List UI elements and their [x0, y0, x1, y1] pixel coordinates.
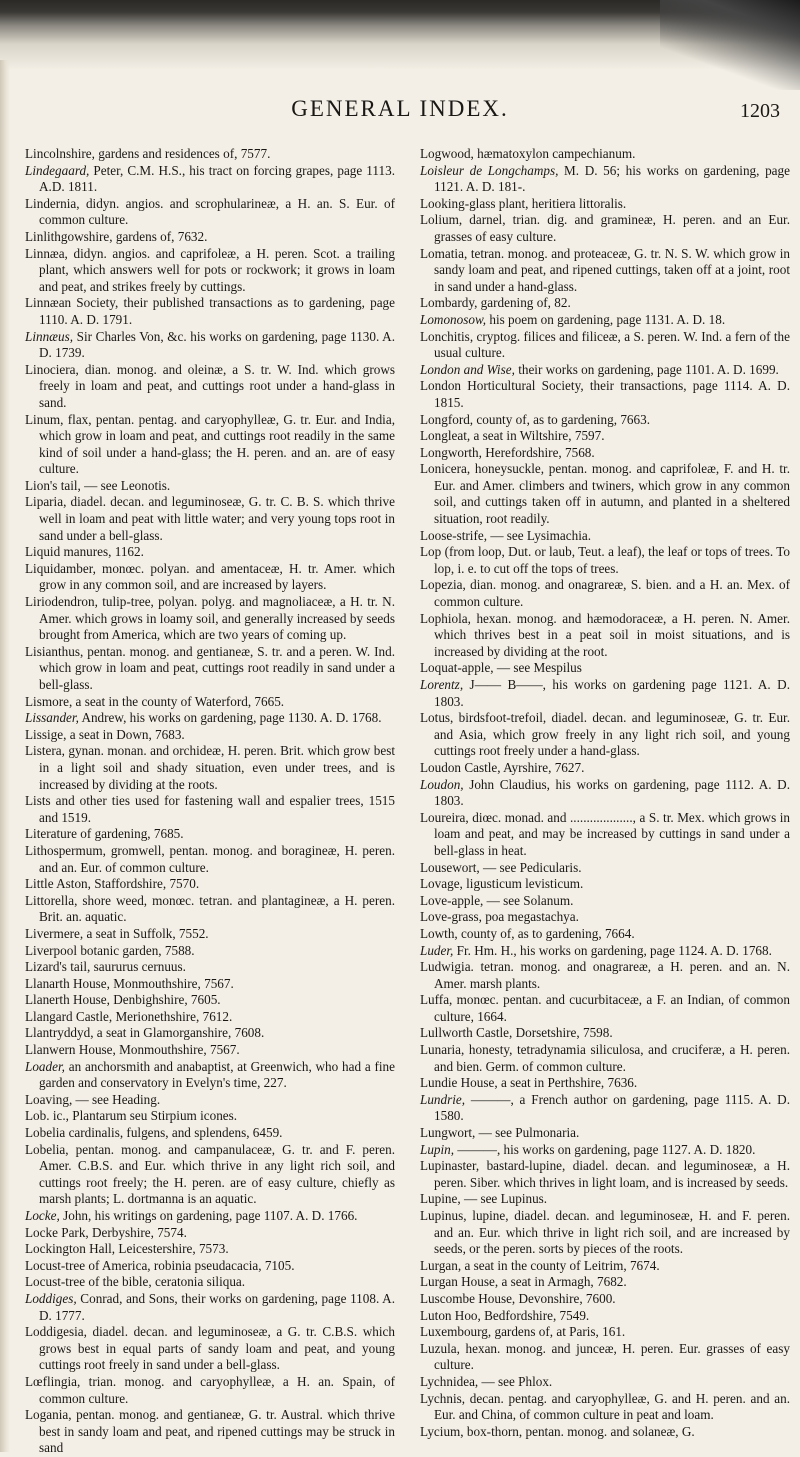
index-entry-heading: Logwood, — [420, 146, 474, 161]
index-entry — [420, 246, 790, 296]
index-entry — [420, 677, 790, 710]
index-entry-text: honeysuckle, pentan. monog. and caprifoleæ, F. and H. tr. Eur. and Amer. climbers and twiners, which grow in any common soil, and cuttings taken off in autumn, and planted in a sheltered situation, root readily. — [434, 461, 790, 527]
index-entry-text: Leicestershire, 7573. — [115, 1241, 229, 1257]
index-entry-heading: Little Aston, — [25, 876, 91, 892]
index-entry — [420, 1208, 790, 1258]
index-entry — [25, 1407, 395, 1457]
binding-shadow — [0, 60, 10, 1452]
index-entry — [25, 1025, 395, 1042]
index-entry — [420, 1424, 790, 1441]
index-entry-heading: Lupinaster, — [420, 1158, 480, 1174]
index-entry-text: botanic garden, 7588. — [77, 942, 195, 958]
index-entry — [25, 1291, 395, 1324]
page-header — [0, 96, 800, 132]
index-entry — [25, 1108, 395, 1125]
index-entry — [420, 544, 790, 577]
index-entry — [420, 445, 790, 462]
index-entry-text: diœc. monad. and ..................., a S. tr. Mex. which grows in loam and peat, and may be increased by cuttings in sand under a bell-glass in heat. — [434, 809, 790, 858]
index-entry — [25, 644, 395, 694]
index-entry-heading: Linociera, — [25, 361, 79, 377]
index-entry-heading: Lunaria, — [420, 1042, 465, 1058]
index-entry-text: poa megastachya. — [481, 909, 579, 925]
index-entry-heading: Loddiges, — [25, 1290, 77, 1306]
index-entry — [420, 943, 790, 960]
index-entry-heading: Liparia, — [25, 494, 67, 510]
index-entry-heading: London and Wise, — [420, 361, 515, 377]
index-entry-heading: Lists and other ties — [25, 793, 131, 809]
index-entry — [25, 246, 395, 296]
index-entry-heading: Llantryddyd, — [25, 1025, 94, 1041]
index-entry — [420, 777, 790, 810]
index-entry — [420, 1341, 790, 1374]
index-entry — [420, 611, 790, 661]
index-entry-text: a seat in Down, 7683. — [66, 726, 185, 742]
index-entry-text: hexan. monog. and hæmodoraceæ, a H. peren. N. Amer. which thrives best in a peat soil in moist situations, and is increased by dividing at the root. — [434, 610, 790, 659]
index-entry — [420, 1042, 790, 1075]
index-entry-text: J—— B——, his works on gardening page 1121. A. D. 1803. — [434, 677, 790, 709]
index-entry-heading: Loose-strife, — [420, 527, 488, 543]
index-entry-text: trian. monog. and caryophylleæ, a H. an. Spain, of common culture. — [39, 1373, 395, 1406]
page-number: 1203 — [740, 100, 780, 122]
index-entry-heading: Llangard Castle, — [25, 1008, 113, 1024]
index-entry-text: ic., Plantarum seu Stirpium icones. — [49, 1108, 238, 1124]
index-entry-text: Merionethshire, 7612. — [112, 1008, 233, 1024]
index-entry-heading: Lorentz, — [420, 677, 464, 692]
index-entry-text: tetran. monog. and proteaceæ, G. tr. N. S. W. which grow in sandy loam and peat, and ripened cuttings, taken off at a joint, root in sand under a hand-glass. — [434, 245, 790, 294]
index-entry-heading: Lisianthus, — [25, 643, 84, 659]
index-entry-heading: Lotus, — [420, 710, 454, 726]
index-entry-heading: Linnæus, — [25, 328, 74, 344]
index-entry — [25, 710, 395, 727]
index-entry — [420, 329, 790, 362]
index-entry-text: Bedfordshire, 7549. — [480, 1307, 590, 1323]
index-entry-text: of the bible, ceratonia siliqua. — [85, 1274, 246, 1290]
index-entry — [25, 146, 395, 163]
index-entry-heading: Lupinus, — [420, 1208, 467, 1223]
index-entry-heading: Lurgan, — [420, 1257, 462, 1273]
index-entry-text: cryptog. filices and filiceæ, a S. peren. W. Ind. a fern of the usual culture. — [434, 328, 790, 361]
index-entry-text: Monmouthshire, 7567. — [109, 975, 234, 991]
index-entry-text: dian. monog. and oleinæ, a S. tr. W. Ind. which grows freely in loam and peat, and cuttings root under a hand-glass in sand. — [39, 361, 395, 410]
index-entry — [420, 710, 790, 760]
index-entry-heading: Lychnis, — [420, 1390, 466, 1406]
index-entry-heading: Llanerth House, — [25, 992, 110, 1008]
index-entry — [420, 212, 790, 245]
index-entry-heading: Loudon Castle, — [420, 759, 501, 775]
index-entry-heading: Livermere, — [25, 925, 84, 941]
index-entry-text: diadel. decan. and leguminoseæ, G. tr. C. B. S. which thrive well in loam and peat with little water; and very young tops root in sand under a bell-glass. — [39, 494, 395, 543]
index-entry-text: Monmouthshire, 7567. — [115, 1042, 240, 1058]
index-entry-heading: Loudon, — [420, 776, 464, 792]
index-entry-heading: Linlithgowshire, — [25, 228, 113, 244]
index-entry — [420, 312, 790, 329]
index-entry-heading: Liquidamber, — [25, 560, 96, 576]
index-entry-text: gardens of, at Paris, 161. — [491, 1324, 626, 1340]
index-entry — [25, 1324, 395, 1374]
index-entry-text: — see Solanum. — [483, 892, 574, 908]
index-entry-text: dian. monog. and onagrareæ, S. bien. and a H. an. Mex. of common culture. — [434, 577, 790, 610]
index-entry-text: Herefordshire, 7568. — [481, 444, 595, 460]
index-entry — [420, 577, 790, 610]
index-columns — [25, 146, 791, 1456]
index-entry-text: hexan. monog. and junceæ, H. peren. Eur. grasses of easy culture. — [434, 1340, 790, 1373]
index-entry-heading: Lychnidea, — [420, 1373, 479, 1389]
index-entry-text: — see Phlox. — [478, 1373, 553, 1389]
index-entry-text: Derbyshire, 7574. — [88, 1224, 187, 1240]
index-entry-heading: Luxembourg, — [420, 1324, 492, 1340]
index-entry — [25, 494, 395, 544]
index-entry — [25, 295, 395, 328]
index-entry — [25, 163, 395, 196]
index-entry — [25, 478, 395, 495]
index-entry-heading: Liriodendron, — [25, 594, 98, 610]
index-entry-heading: Lomonosow, — [420, 311, 487, 327]
index-entry-heading: Littorella, — [25, 892, 78, 908]
index-entry — [25, 229, 395, 246]
index-entry-heading: Lombardy, — [420, 295, 478, 311]
index-column-right — [420, 146, 790, 1446]
index-entry-heading: Lion's tail, — [25, 477, 81, 493]
index-entry-heading: Loaving, — [25, 1091, 73, 1107]
index-entry — [420, 428, 790, 445]
index-entry — [25, 1059, 395, 1092]
index-entry — [420, 1158, 790, 1191]
index-entry-heading: Llanarth House, — [25, 975, 110, 991]
index-entry — [25, 826, 395, 843]
index-entry — [420, 992, 790, 1025]
index-entry-text: county of, as to gardening, 7664. — [457, 925, 635, 941]
index-entry-text: gardens of, 7632. — [112, 228, 208, 244]
index-entry — [420, 660, 790, 677]
index-entry-heading: Lupine, — [420, 1191, 461, 1207]
index-entry-text: didyn. angios. and caprifoleæ, a H. peren. Scot. a trailing plant, which answers well for pots or rockwork; it grows in loam and peat, and strikes freely by cuttings. — [39, 245, 395, 294]
index-entry-heading: Locust-tree — [25, 1274, 86, 1290]
index-entry — [25, 943, 395, 960]
index-entry-text: a seat in Wiltshire, 7597. — [470, 428, 605, 444]
index-entry-text: his poem on gardening, page 1131. A. D. 18. — [486, 311, 726, 327]
index-entry-heading: Linnæa, — [25, 245, 68, 261]
index-entry — [420, 1258, 790, 1275]
index-entry-heading: Locke Park, — [25, 1224, 89, 1240]
index-entry-heading: Loisleur de Longchamps, — [420, 162, 559, 178]
index-entry-heading: Luscombe House, — [420, 1290, 516, 1306]
index-entry-heading: Lullworth Castle, — [420, 1025, 513, 1041]
index-entry-heading: Lolium, — [420, 212, 463, 228]
index-entry-text: Ayrshire, 7627. — [500, 759, 585, 775]
index-entry — [25, 876, 395, 893]
index-entry — [25, 1125, 395, 1142]
index-entry — [420, 1308, 790, 1325]
index-entry-heading: Linum, — [25, 411, 64, 427]
index-entry — [25, 694, 395, 711]
index-entry-heading: Lœflingia, — [25, 1373, 81, 1389]
index-entry-heading: Listera, — [25, 743, 65, 759]
index-entry-heading: Logania, — [25, 1407, 72, 1423]
index-entry-text: — see Lysimachia. — [487, 527, 592, 543]
index-entry-text: gromwell, pentan. monog. and boragineæ, H. peren. and an. Eur. of common culture. — [39, 842, 395, 875]
index-entry — [420, 810, 790, 860]
index-entry — [420, 926, 790, 943]
index-entry-text: bastard-lupine, diadel. decan. and leguminoseæ, a H. peren. Siber. which thrives in light loam, and is increased by seeds. — [434, 1158, 790, 1190]
index-entry — [25, 412, 395, 478]
index-entry-text: gardens and residences of, 7577. — [94, 146, 271, 161]
index-entry-text: gynan. monan. and orchideæ, H. peren. Brit. which grow best in a light soil and shady situation, even under trees, and is increased by dividing at the roots. — [39, 743, 395, 792]
index-entry-heading: Linnæan Society, — [25, 295, 119, 311]
index-entry-text: — see Pulmonaria. — [475, 1125, 580, 1141]
index-entry-heading: Lundie House, — [420, 1075, 498, 1091]
index-entry — [25, 926, 395, 943]
index-entry-heading: Lithospermum, — [25, 842, 106, 858]
index-entry — [420, 760, 790, 777]
page-top-edge — [0, 0, 800, 70]
index-entry-text: flax, pentan. pentag. and caryophylleæ, G. tr. Eur. and India, which grow in loam and peat, and cuttings root readily in the same kind of soil under a hand-glass; the H. peren. and an. are of easy culture. — [39, 411, 395, 477]
index-entry — [420, 146, 790, 163]
index-entry-text: shore weed, monœc. tetran. and plantagineæ, a H. peren. Brit. an. aquatic. — [39, 892, 395, 925]
index-entry-heading: Looking-glass — [420, 195, 496, 211]
index-entry — [420, 528, 790, 545]
index-entry — [420, 860, 790, 877]
index-entry-heading: Lissander, — [25, 710, 79, 726]
index-entry — [420, 876, 790, 893]
index-entry — [25, 1374, 395, 1407]
index-column-left — [25, 146, 395, 1456]
index-entry — [25, 1225, 395, 1242]
index-entry-heading: Locke, — [25, 1208, 60, 1223]
index-entry-heading: Lurgan House, — [420, 1274, 499, 1290]
index-entry-heading: Lindegaard, — [25, 162, 90, 178]
index-entry-heading: Lomatia, — [420, 245, 468, 261]
index-entry-heading: Lousewort, — [420, 859, 480, 875]
index-entry-text: Andrew, his works on gardening, page 1130. A. D. 1768. — [78, 710, 382, 726]
index-entry-text: ———, a French author on gardening, page 1115. A. D. 1580. — [434, 1091, 790, 1124]
index-entry-heading: London Horticultural Society, — [420, 378, 584, 394]
index-entry-text: honesty, tetradynamia siliculosa, and cruciferæ, a H. peren. and bien. Germ. of common culture. — [434, 1042, 790, 1074]
index-entry-heading: Loader, — [25, 1058, 65, 1074]
index-entry — [420, 1374, 790, 1391]
index-entry — [420, 295, 790, 312]
index-entry-text: — see Mespilus — [493, 660, 582, 676]
index-entry-heading: Lupin, — [420, 1141, 455, 1157]
index-entry-text: hæmatoxylon campechianum. — [473, 146, 636, 161]
index-entry-heading: Locust-tree — [25, 1257, 86, 1273]
index-entry — [420, 893, 790, 910]
page-title: GENERAL INDEX. — [291, 96, 509, 121]
index-entry-text: M. D. 56; his works on gardening, page 1121. A. D. 181-. — [434, 162, 790, 195]
index-entry — [25, 1258, 395, 1275]
index-entry-text: ligusticum levisticum. — [462, 876, 584, 892]
index-entry-text: 1162. — [111, 544, 144, 560]
index-entry-heading: Lizard's tail, — [25, 959, 91, 975]
index-entry — [420, 1125, 790, 1142]
index-entry-text: pentan. monog. and campanulaceæ, G. tr. and F. peren. Amer. C.B.S. and Eur. which thrive in any light rich soil, and cuttings root freely; the H. peren. are of easy culture, chiefly as marsh plants; L. dortmanna is an aquatic. — [39, 1141, 395, 1207]
index-entry-heading: Lissige, — [25, 726, 67, 742]
index-entry — [25, 362, 395, 412]
index-entry — [25, 1009, 395, 1026]
index-entry-heading: Lundrie, — [420, 1091, 466, 1107]
index-entry — [25, 329, 395, 362]
index-entry-text: an anchorsmith and anabaptist, at Greenwich, who had a fine garden and conservatory in Evelyn's time, 227. — [39, 1058, 395, 1091]
index-entry-heading: Longford, — [420, 411, 474, 427]
index-entry — [420, 1291, 790, 1308]
index-entry — [420, 1324, 790, 1341]
index-entry — [420, 959, 790, 992]
index-entry-text: gardening of, 82. — [477, 295, 571, 311]
index-entry-heading: Loddigesia, — [25, 1324, 87, 1340]
index-entry — [420, 1075, 790, 1092]
index-entry — [25, 727, 395, 744]
index-entry — [420, 362, 790, 379]
index-entry-text: — see Leonotis. — [80, 477, 171, 493]
index-entry-text: plant, heritiera littoralis. — [495, 195, 627, 211]
index-entry-heading: Loureira, — [420, 809, 469, 825]
index-entry-heading: Lincolnshire, — [25, 146, 95, 161]
index-entry-text: birdsfoot-trefoil, diadel. decan. and leguminoseæ, G. tr. Eur. and Asia, which grow freely in any light rich soil, and young cuttings root freely under a hand-glass. — [434, 710, 790, 759]
index-entry-heading: Loquat-apple, — [420, 660, 494, 676]
index-entry-text: tetran. monog. and onagrareæ, a H. peren. and an. N. Amer. marsh plants. — [434, 959, 790, 991]
index-entry-text: of gardening, 7685. — [76, 826, 184, 842]
index-entry-text: Devonshire, 7600. — [515, 1290, 616, 1306]
index-entry — [25, 976, 395, 993]
index-entry — [25, 1042, 395, 1059]
index-entry-heading: Lungwort, — [420, 1125, 476, 1141]
index-entry-heading: Lopezia, — [420, 577, 466, 593]
index-entry-heading: Lismore, — [25, 693, 73, 709]
index-entry-heading: Lycium, — [420, 1423, 464, 1439]
index-entry-text: pentan. monog. and gentianeæ, S. tr. and a peren. W. Ind. which grow in loam and peat, cuttings root readily in sand under a bell-glass. — [39, 643, 395, 692]
index-entry-heading: Love-apple, — [420, 892, 484, 908]
index-entry-heading: Longworth, — [420, 444, 482, 460]
index-entry-text: tulip-tree, polyan. polyg. and magnoliaceæ, a H. tr. N. Amer. which grows in loamy soil, and generally increased by seeds brought from America, which are two years of coming up. — [39, 594, 395, 643]
index-entry-heading: Luffa, — [420, 992, 453, 1008]
index-entry — [420, 412, 790, 429]
index-entry-heading: Lowth, — [420, 925, 458, 941]
index-entry — [25, 1142, 395, 1208]
index-entry — [420, 909, 790, 926]
index-entry — [420, 163, 790, 196]
index-entry-heading: Lockington Hall, — [25, 1241, 116, 1257]
index-entry-heading: Luton Hoo, — [420, 1307, 481, 1323]
index-entry-heading: Luder, — [420, 942, 454, 958]
index-entry-heading: Lobelia — [25, 1125, 66, 1141]
index-entry-text: Staffordshire, 7570. — [90, 876, 200, 892]
index-entry-heading: Liverpool — [25, 942, 78, 958]
index-entry-text: county of, as to gardening, 7663. — [473, 411, 651, 427]
index-entry-text: Dorsetshire, 7598. — [512, 1025, 613, 1041]
index-entry-text: of America, robinia pseudacacia, 7105. — [85, 1257, 295, 1273]
index-entry — [25, 793, 395, 826]
index-entry-text: used for fastening wall and espalier trees, 1515 and 1519. — [39, 793, 395, 825]
index-entry-text: a seat in Glamorganshire, 7608. — [93, 1025, 265, 1041]
index-entry-text: Fr. Hm. H., his works on gardening, page 1124. A. D. 1768. — [453, 942, 772, 958]
index-entry — [25, 1241, 395, 1258]
index-entry — [25, 843, 395, 876]
index-entry-text: didyn. angios. and scrophularineæ, a H. an. S. Eur. of common culture. — [39, 195, 395, 228]
index-entry-text: lupine, diadel. decan. and leguminoseæ, H. and F. peren. and an. Eur. which thrive in light rich soil, and are increased by seeds, or the peren. sorts by pieces of the roots. — [434, 1208, 790, 1257]
index-entry-text: Conrad, and Sons, their works on gardening, page 1108. A. D. 1777. — [39, 1290, 395, 1323]
index-entry — [25, 743, 395, 793]
index-entry-text: cardinalis, fulgens, and splendens, 6459. — [65, 1125, 283, 1141]
index-entry-text: — see Heading. — [72, 1091, 161, 1107]
index-entry — [25, 196, 395, 229]
index-entry-text: John Claudius, his works on gardening, page 1112. A. D. 1803. — [434, 776, 790, 809]
index-entry — [25, 594, 395, 644]
index-entry-text: a seat in Suffolk, 7552. — [83, 925, 209, 941]
index-entry — [420, 1191, 790, 1208]
index-entry-heading: Llanwern House, — [25, 1042, 116, 1058]
index-entry-heading: Lop — [420, 544, 442, 560]
index-entry-heading: Love-grass, — [420, 909, 482, 925]
index-entry-text: ———, his works on gardening, page 1127. A. D. 1820. — [454, 1141, 756, 1157]
index-entry — [25, 959, 395, 976]
index-entry-text: a seat in Perthshire, 7636. — [497, 1075, 638, 1091]
index-entry-text: Denbighshire, 7605. — [109, 992, 221, 1008]
index-entry-text: their works on gardening, page 1101. A. D. 1699. — [514, 361, 779, 377]
index-entry-text: box-thorn, pentan. monog. and solaneæ, G. — [463, 1423, 695, 1439]
index-entry-text: a seat in Armagh, 7682. — [498, 1274, 627, 1290]
index-entry-heading: Lovage, — [420, 876, 463, 892]
index-entry-text: — see Lupinus. — [460, 1191, 548, 1207]
index-entry — [420, 1274, 790, 1291]
index-entry-heading: Lonchitis, — [420, 328, 474, 344]
index-entry-heading: Ludwigia. — [420, 959, 474, 975]
index-entry-heading: Lob. — [25, 1108, 50, 1124]
index-entry — [420, 461, 790, 527]
index-entry — [25, 992, 395, 1009]
index-entry-heading: Luzula, — [420, 1340, 460, 1356]
index-entry-heading: Lobelia, — [25, 1141, 69, 1157]
index-entry — [420, 378, 790, 411]
index-entry-text: Sir Charles Von, &c. his works on gardening, page 1130. A. D. 1739. — [39, 328, 395, 361]
index-entry — [420, 1025, 790, 1042]
index-entry — [420, 1092, 790, 1125]
index-entry — [420, 196, 790, 213]
index-entry-text: Peter, C.M. H.S., his tract on forcing grapes, page 1113. A.D. 1811. — [39, 162, 395, 195]
index-entry-text: decan. pentag. and caryophylleæ, G. and H. peren. and an. Eur. and China, of common culture in peat and loam. — [434, 1390, 790, 1423]
index-entry-text: saururus cernuus. — [90, 959, 186, 975]
index-entry-text: pentan. monog. and gentianeæ, G. tr. Austral. which thrive best in sandy loam and peat, and ripened cuttings may be struck in sand — [39, 1407, 395, 1456]
index-entry-text: — see Pedicularis. — [479, 859, 582, 875]
index-entry — [420, 1142, 790, 1159]
index-entry-text: their published transactions as to gardening, page 1110. A. D. 1791. — [39, 295, 395, 327]
index-entry-text: a seat in the county of Waterford, 7665. — [72, 693, 285, 709]
index-entry-heading: Lonicera, — [420, 461, 471, 477]
index-entry-text: John, his writings on gardening, page 1107. A. D. 1766. — [59, 1208, 358, 1223]
index-entry-text: darnel, trian. dig. and gramineæ, H. peren. and an Eur. grasses of easy culture. — [434, 212, 790, 244]
index-entry-text: monœc. pentan. and cucurbitaceæ, a F. an Indian, of common culture, 1664. — [434, 992, 790, 1024]
index-entry-text: a seat in the county of Leitrim, 7674. — [461, 1257, 660, 1273]
index-entry-text: diadel. decan. and leguminoseæ, a G. tr. C.B.S. which grows best in equal parts of sandy loam and peat, and young cuttings root freely in sand under a bell-glass. — [39, 1324, 395, 1373]
index-entry — [25, 1092, 395, 1109]
index-entry — [25, 893, 395, 926]
index-entry — [25, 544, 395, 561]
index-entry-heading: Longleat, — [420, 428, 471, 444]
index-entry-heading: Literature — [25, 826, 77, 842]
index-entry-heading: Lophiola, — [420, 610, 471, 626]
index-entry-heading: Liquid manures, — [25, 544, 112, 560]
index-entry-heading: Lindernia, — [25, 195, 80, 211]
index-entry — [25, 1208, 395, 1225]
index-entry — [420, 1391, 790, 1424]
index-entry — [25, 561, 395, 594]
index-entry-text: their transactions, page 1114. A. D. 1815. — [434, 378, 791, 410]
index-entry-text: (from loop, Dut. or laub, Teut. a leaf), the leaf or tops of trees. To lop, i. e. to cut off the tops of trees. — [434, 544, 790, 576]
index-entry-text: monœc. polyan. and amentaceæ, H. tr. Amer. which grow in any common soil, and are increased by layers. — [39, 560, 395, 593]
index-entry — [25, 1274, 395, 1291]
